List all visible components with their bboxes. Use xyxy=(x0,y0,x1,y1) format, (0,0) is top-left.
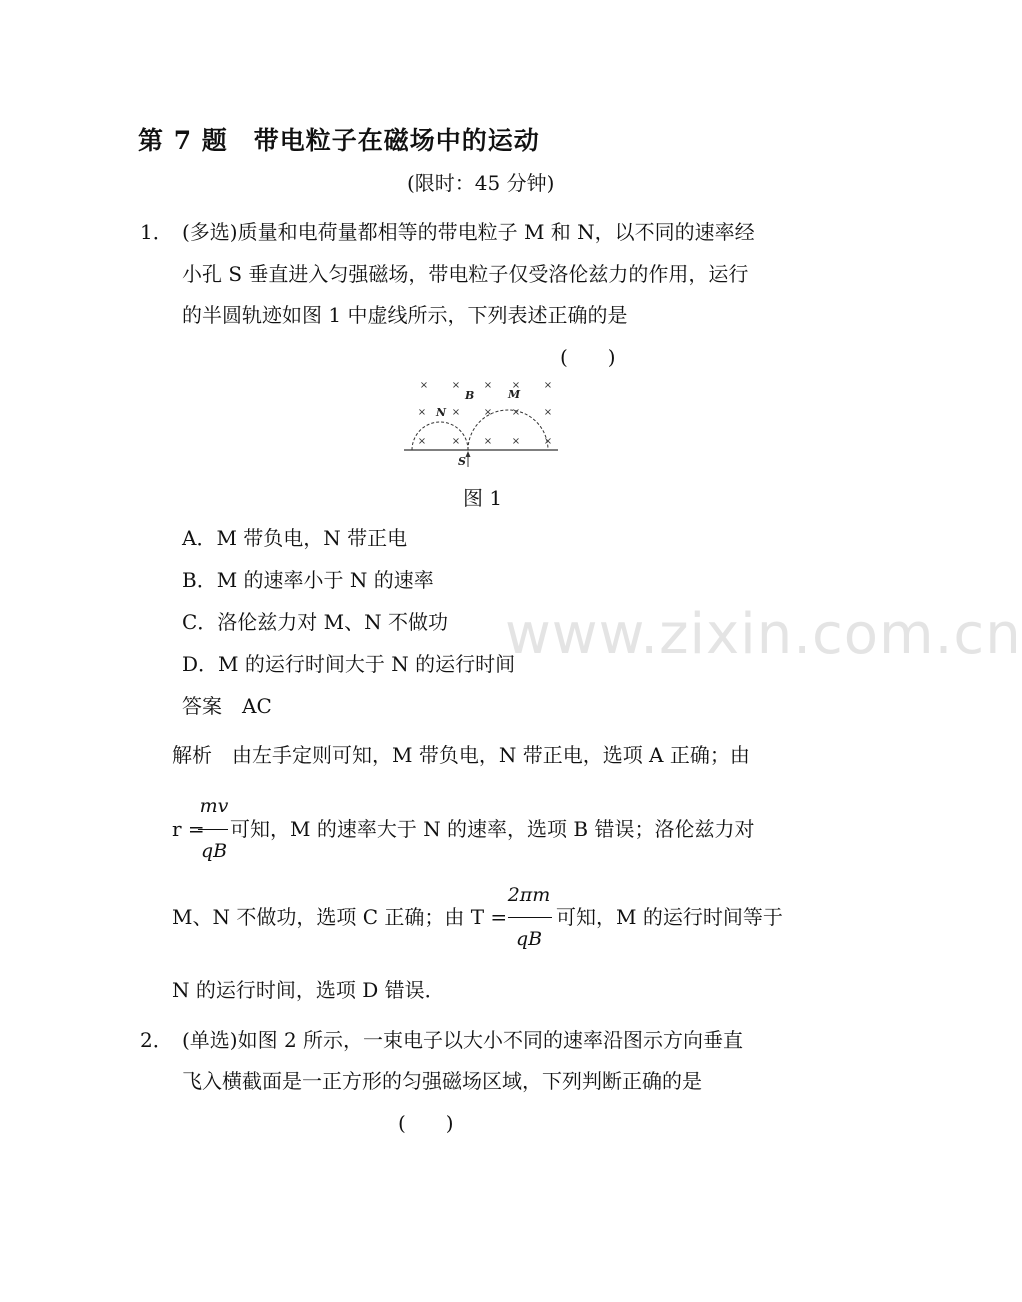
label-s: S xyxy=(458,455,466,468)
q1-answer-paren: ( ) xyxy=(560,345,616,369)
fraction-1-denominator: qB xyxy=(200,840,228,862)
entry-arrow-head xyxy=(466,451,471,457)
q2-number: 2． xyxy=(140,1028,173,1052)
analysis-line-4: N 的运行时间，选项 D 错误． xyxy=(172,978,445,1002)
figure-1-caption: 图 1 xyxy=(463,486,503,510)
q2-line-1: (单选)如图 2 所示，一束电子以大小不同的速率沿图示方向垂直 xyxy=(182,1028,744,1052)
watermark: www.zixin.com.cn xyxy=(505,602,1022,667)
analysis-line-3-prefix: M、N 不做功，选项 C 正确；由 T = xyxy=(172,905,508,929)
q2-answer-paren: ( ) xyxy=(398,1111,454,1135)
fraction-2-numerator: 2πm xyxy=(507,884,551,906)
svg-text:×: × xyxy=(511,436,521,447)
svg-text:×: × xyxy=(483,380,493,391)
svg-text:×: × xyxy=(543,436,553,447)
svg-text:×: × xyxy=(511,407,521,418)
analysis-line-3: 可知，M 的运行时间等于 xyxy=(556,905,783,929)
q1-line-3: 的半圆轨迹如图 1 中虚线所示，下列表述正确的是 xyxy=(182,303,628,327)
option-d: D．M 的运行时间大于 N 的运行时间 xyxy=(182,652,516,676)
trajectory-m xyxy=(468,410,548,450)
svg-text:×: × xyxy=(451,380,461,391)
label-b: B xyxy=(465,389,475,402)
time-limit: (限时：45 分钟) xyxy=(407,171,555,195)
fraction-2-bar xyxy=(508,917,552,918)
fraction-1-numerator: mv xyxy=(199,795,229,817)
answer: 答案 AC xyxy=(182,694,272,718)
svg-text:×: × xyxy=(451,407,461,418)
analysis-line-2-prefix: r = xyxy=(172,817,205,841)
svg-text:×: × xyxy=(483,407,493,418)
analysis-line-1: 解析 由左手定则可知，M 带负电，N 带正电，选项 A 正确；由 xyxy=(172,743,750,767)
q2-line-2: 飞入横截面是一正方形的匀强磁场区域，下列判断正确的是 xyxy=(182,1069,702,1093)
q1-number: 1． xyxy=(140,220,173,244)
svg-text:×: × xyxy=(543,407,553,418)
page-title: 第 7 题 带电粒子在磁场中的运动 xyxy=(138,126,540,155)
analysis-line-2: 可知，M 的速率大于 N 的速率，选项 B 错误；洛伦兹力对 xyxy=(230,817,755,841)
fraction-1-bar xyxy=(198,829,228,830)
option-c: C．洛伦兹力对 M、N 不做功 xyxy=(182,610,448,634)
figure-1-diagram xyxy=(400,372,565,472)
svg-text:×: × xyxy=(511,380,521,391)
option-b: B．M 的速率小于 N 的速率 xyxy=(182,568,434,592)
option-a: A．M 带负电，N 带正电 xyxy=(182,526,408,550)
svg-text:×: × xyxy=(543,380,553,391)
fraction-2-denominator: qB xyxy=(515,928,543,950)
q1-line-1: (多选)质量和电荷量都相等的带电粒子 M 和 N，以不同的速率经 xyxy=(182,220,755,244)
svg-text:×: × xyxy=(483,436,493,447)
q1-line-2: 小孔 S 垂直进入匀强磁场，带电粒子仅受洛伦兹力的作用，运行 xyxy=(182,262,749,286)
svg-text:×: × xyxy=(451,436,461,447)
svg-text:×: × xyxy=(417,436,427,447)
svg-text:×: × xyxy=(419,380,429,391)
svg-text:×: × xyxy=(417,407,427,418)
label-n: N xyxy=(436,406,447,419)
label-m: M xyxy=(508,388,521,401)
